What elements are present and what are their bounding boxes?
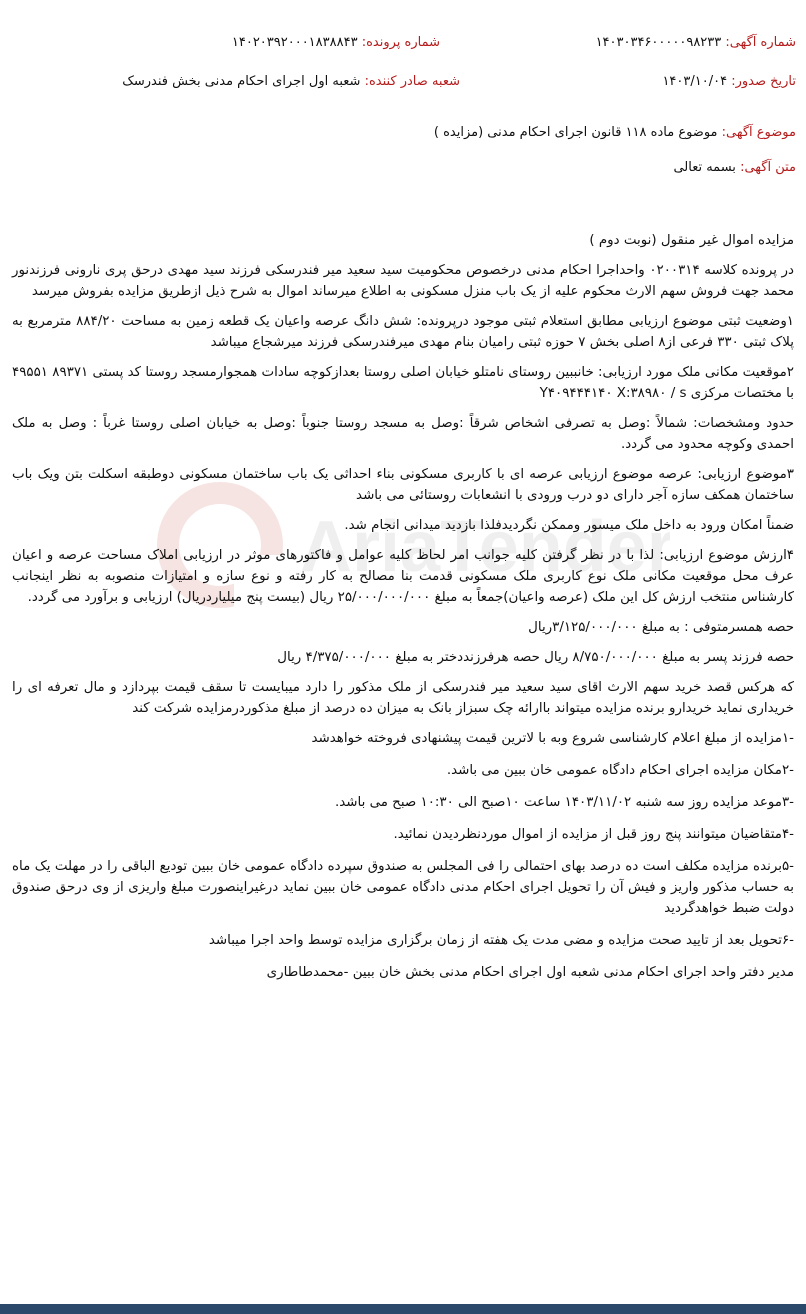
condition-item: -۲مکان مزایده اجرای احکام دادگاه عمومی خان ببین می باشد. (446, 763, 794, 778)
text-label: متن آگهی: (740, 160, 796, 175)
text-intro: بسمه تعالی (673, 160, 736, 175)
body-paragraph: حصه فرزند پسر به مبلغ ۸/۷۵۰/۰۰۰/۰۰۰ ریال حصه هرفرزنددختر به مبلغ ۴/۳۷۵/۰۰۰/۰۰۰ ریال (277, 650, 794, 665)
issuer-row (122, 73, 460, 91)
text-intro-row (673, 159, 796, 177)
body-paragraph: ضمناً امکان ورود به داخل ملک میسور وممکن نگردیدفلذا بازدید میدانی انجام شد. (344, 518, 794, 533)
announcement-title: مزایده اموال غیر منقول (نوبت دوم ) (589, 233, 794, 248)
issue-date-row (662, 73, 796, 91)
signature: مدیر دفتر واحد اجرای احکام مدنی شعبه اول اجرای احکام مدنی بخش خان ببین -محمدطاطاری (266, 965, 794, 980)
body-paragraph: که هرکس قصد خرید سهم الارث اقای سید سعید میر فندرسکی از ملک مذکور را دارد میبایست تا سقف قیمت بپردازد و مال تعرفه ای را خریداری نماید خریدارو برنده مزایده میتواند باارائه چک سبزاز بانک به میزان ده درصد از مبلغ مذکوردرمزایده شرکت کند (12, 680, 794, 716)
footer-bar (0, 1304, 806, 1314)
subject-value: موضوع ماده ۱۱۸ قانون اجرای احکام مدنی (مزایده ) (433, 125, 718, 140)
case-number-label: شماره پرونده: (361, 35, 440, 50)
ad-number-label: شماره آگهی: (725, 35, 796, 50)
subject-row (434, 124, 796, 142)
issue-date-label: تاریخ صدور: (731, 74, 796, 89)
ad-number-row (596, 34, 796, 52)
condition-item: -۱مزایده از مبلغ اعلام کارشناسی شروع وبه با لاترین قیمت پیشنهادی فروخته خواهدشد (311, 731, 794, 746)
body-paragraph: ۲موقعیت مکانی ملک مورد ارزیابی: خانببین روستای نامتلو خیابان اصلی روستا بعدازکوچه سادات همجوارمسجد روستا کد پستی ۸۹۳۷۱ ۴۹۵۵۱ با مختصات مرکزی Y۴۰۹۴۴۴۱۴۰ X:۳۸۹۸۰ / s (12, 365, 794, 401)
issuer-value: شعبه اول اجرای احکام مدنی بخش فندرسک (122, 74, 361, 89)
body-paragraph: در پرونده کلاسه ۰۲۰۰۳۱۴ واحداجرا احکام مدنی درخصوص محکومیت سید سعید میر فندرسکی فرزند سید مهدی درحق پری نارونی فرزندنور محمد جهت فروش سهم الارث محکوم علیه از یک باب منزل مسکونی به اطلاع میرساند اموال به شرح ذیل ازطریق مزایده بفروش میرسد (12, 263, 794, 299)
condition-item: -۵برنده مزایده مکلف است ده درصد بهای احتمالی را فی المجلس به صندوق سپرده دادگاه عمومی خان ببین تودیع الباقی را در مهلت یک ماه به حساب مذکور واریز و فیش آن را تحویل اجرای احکام مدنی دادگاه عمومی خان ببین نماید درغیراینصورت مبلغ واریزی از وی درحق صندوق دولت ضبط خواهدگردید (12, 859, 794, 916)
body-paragraph: ۳موضوع ارزیابی: عرصه موضوع ارزیابی عرصه ای با کاربری مسکونی بناء احداثی یک باب ساختمان مسکونی دوطبقه اسکلت بتن ویک باب ساختمان همکف سازه آجر دارای دو درب ورودی با انشعابات روستائی می باشد (12, 467, 794, 503)
body-paragraph: حدود ومشخصات: شمالاً :وصل به تصرفی اشخاص شرقاً :وصل به مسجد روستا جنوباً :وصل به خیابان اصلی روستا غرباً : وصل به ملک احمدی وکوچه محدود می گردد. (12, 416, 794, 452)
ad-number-value: ۱۴۰۳۰۳۴۶۰۰۰۰۰۹۸۲۳۳ (595, 35, 722, 50)
case-number-value: ۱۴۰۲۰۳۹۲۰۰۰۱۸۳۸۸۴۳ (231, 35, 358, 50)
body-paragraph: ۱وضعیت ثبتی موضوع ارزیابی مطابق استعلام ثبتی موجود درپرونده: شش دانگ عرصه واعیان یک قطعه زمین به مساحت ۸۸۴/۲۰ مترمربع به پلاک ثبتی ۳۳۰ فرعی از۸ اصلی بخش ۷ حوزه ثبتی رامیان بنام مهدی میرفندرسکی فرزند میرشجاع میباشد (12, 314, 794, 350)
condition-item: -۳موعد مزایده روز سه شنبه ۱۴۰۳/۱۱/۰۲ ساعت ۱۰صبح الی ۱۰:۳۰ صبح می باشد. (335, 795, 794, 810)
case-number-row (232, 34, 440, 52)
body-paragraph: ۴ارزش موضوع ارزیابی: لذا با در نظر گرفتن کلیه جوانب امر لحاظ کلیه عوامل و فاکتورهای موثر در ارزیابی املاک مساحت عرصه و اعیان عرف محل موقعیت مکانی ملک نوع کاربری ملک مسکونی قدمت بنا مصالح به کار رفته و نوع سازه و امتیازات منصوبه به نظر اینجانب کارشناس منتخب ارزش کل این ملک (عرصه واعیان)جمعاً به مبلغ ۲۵/۰۰۰/۰۰۰/۰۰۰ ریال (بیست پنج میلیاردریال) ارزیابی و برآورد می گردد. (12, 548, 794, 605)
subject-label: موضوع آگهی: (721, 125, 796, 140)
condition-item: -۶تحویل بعد از تایید صحت مزایده و مضی مدت یک هفته از زمان برگزاری مزایده توسط واحد اجرا میباشد (208, 933, 794, 948)
issuer-label: شعبه صادر کننده: (364, 74, 460, 89)
body-paragraph: حصه همسرمتوفی : به مبلغ ۳/۱۲۵/۰۰۰/۰۰۰ریال (528, 620, 794, 635)
condition-item: -۴متقاضیان میتوانند پنج روز قبل از مزایده از اموال موردنظردیدن نمائید. (393, 827, 794, 842)
watermark-text: AriaTender (300, 507, 670, 587)
announcement-body (12, 230, 794, 994)
issue-date-value: ۱۴۰۳/۱۰/۰۴ (662, 74, 728, 89)
